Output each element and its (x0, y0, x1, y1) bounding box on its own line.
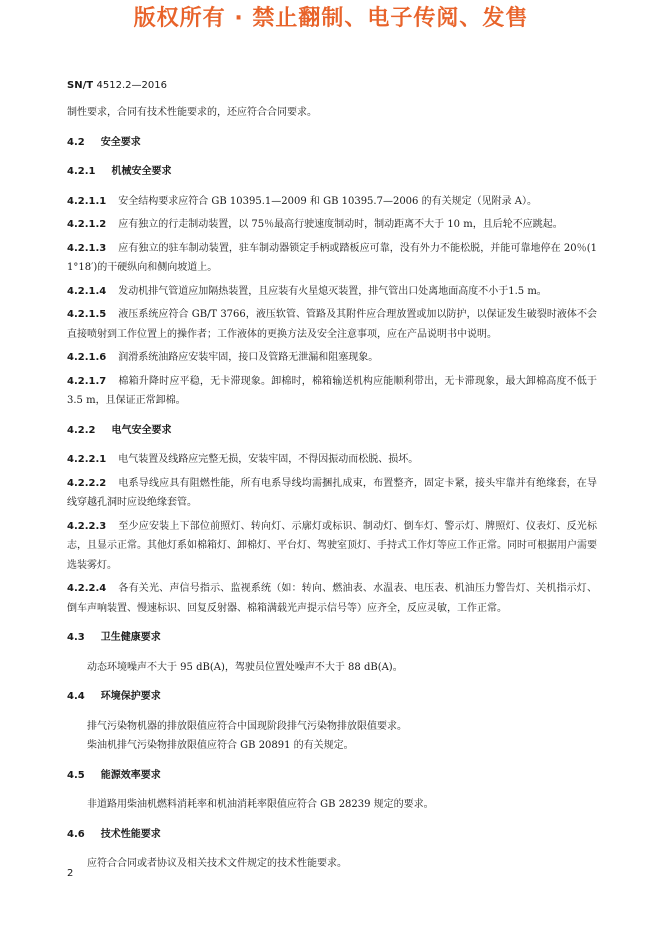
section-heading (67, 162, 597, 182)
clause-number: 4.2.1.3 (67, 242, 107, 254)
section-heading (67, 421, 597, 441)
section-title: 卫生健康要求 (100, 632, 161, 643)
paragraph: 排气污染物机器的排放限值应符合中国现阶段排气污染物排放限值要求。 (87, 720, 407, 732)
clause (67, 474, 597, 513)
section-heading (67, 766, 597, 786)
section-title: 环境保护要求 (100, 691, 161, 702)
section-number: 4.6 (67, 828, 85, 840)
clause-number: 4.2.1.2 (67, 219, 107, 230)
clause-text: 电系导线应具有阻燃性能，所有电系导线均需捆扎成束，布置整齐，固定卡紧，接头牢靠并有绝缘套，在导线穿越孔洞时应设绝缘套管。 (67, 477, 597, 508)
clause-number: 4.2.2.1 (67, 454, 107, 465)
section-number: 4.2 (67, 136, 85, 148)
section-number: 4.4 (67, 691, 85, 702)
watermark-banner: 版权所有 · 禁止翻制、电子传阅、发售 (133, 6, 529, 31)
document-body (67, 103, 597, 874)
paragraph: 应符合合同或者协议及相关技术文件规定的技术性能要求。 (87, 858, 347, 869)
section-heading (67, 825, 597, 845)
clause-number: 4.2.2.3 (67, 520, 107, 532)
clause-text: 各有关光、声信号指示、监视系统（如：转向、燃油表、水温表、电压表、机油压力警告灯、关机指示灯、倒车声响装置、慢速标识、回复反射器、棉箱满载光声提示信号等）应齐全，反应灵敏，工作正常。 (67, 583, 597, 614)
section-title: 安全要求 (100, 136, 141, 148)
clause-number: 4.2.2.4 (67, 583, 107, 594)
clause (67, 517, 597, 576)
clause (67, 579, 597, 618)
clause-text: 安全结构要求应符合 GB 10395.1—2009 和 GB 10395.7—2006 的有关规定（见附录 A）。 (118, 195, 537, 207)
section-number: 4.5 (67, 769, 85, 781)
clause-number: 4.2.1.5 (67, 309, 107, 320)
section-heading (67, 628, 597, 648)
clause (67, 215, 597, 235)
section-number: 4.2.1 (67, 166, 96, 177)
clause (67, 239, 597, 278)
section-heading (67, 133, 597, 153)
section-number: 4.3 (67, 632, 85, 643)
clause (67, 282, 597, 302)
clause-text: 至少应安装上下部位前照灯、转向灯、示廓灯或标识、制动灯、倒车灯、警示灯、牌照灯、仪表灯、反光标志，且显示正常。其他灯系如棉箱灯、卸棉灯、平台灯、驾驶室顶灯、手持式工作灯等应工作正常。同时可根据用户需要选装雾灯。 (67, 520, 597, 571)
paragraph: 制性要求，合同有技术性能要求的，还应符合合同要求。 (67, 107, 317, 118)
section-title: 技术性能要求 (100, 828, 161, 840)
paragraph: 动态环境噪声不大于 95 dB(A)，驾驶员位置处噪声不大于 88 dB(A)。 (87, 661, 403, 673)
clause-number: 4.2.2.2 (67, 477, 107, 489)
paragraph: 非道路用柴油机燃料消耗率和机油消耗率限值应符合 GB 28239 规定的要求。 (87, 799, 434, 810)
clause-text: 棉箱升降时应平稳，无卡滞现象。卸棉时，棉箱输送机构应能顺利带出，无卡滞现象，最大卸棉高度不低于 3.5 m，且保证正常卸棉。 (67, 375, 597, 406)
clause (67, 372, 597, 411)
section-heading (67, 687, 597, 707)
clause-number: 4.2.1.4 (67, 285, 107, 297)
paragraph: 柴油机排气污染物排放限值应符合 GB 20891 的有关规定。 (87, 740, 354, 751)
clause (67, 450, 597, 470)
section-title: 能源效率要求 (100, 769, 161, 781)
clause-text: 发动机排气管道应加隔热装置，且应装有火星熄灭装置，排气管出口处离地面高度不小于1.5 m。 (118, 285, 547, 297)
clause-text: 润滑系统油路应安装牢固，接口及管路无泄漏和阻塞现象。 (118, 352, 379, 363)
clause-text: 电气装置及线路应完整无损，安装牢固，不得因振动而松脱、损坏。 (118, 454, 419, 465)
standard-number (67, 80, 167, 91)
page-number: 2 (67, 868, 74, 879)
standard-year: 4512.2—2016 (96, 80, 167, 91)
section-number: 4.2.2 (67, 424, 96, 436)
clause-text: 应有独立的驻车制动装置，驻车制动器锁定手柄或踏板应可靠，没有外力不能松脱，并能可靠地停在 20％(11°18′)的干硬纵向和侧向坡道上。 (67, 242, 597, 273)
clause-text: 液压系统应符合 GB/T 3766，液压软管、管路及其附件应合理放置或加以防护，以保证发生破裂时液体不会直接喷射到工作位置上的操作者；工作液体的更换方法及安全注意事项，应在产品说明书中说明。 (67, 309, 597, 340)
clause (67, 192, 597, 212)
section-title: 机械安全要求 (111, 166, 172, 177)
clause-number: 4.2.1.6 (67, 352, 107, 363)
clause-number: 4.2.1.7 (67, 375, 107, 387)
clause (67, 305, 597, 344)
clause-text: 应有独立的行走制动装置，以 75％最高行驶速度制动时，制动距离不大于 10 m，且后轮不应跳起。 (118, 219, 563, 230)
standard-code: SN/T (67, 80, 94, 91)
section-title: 电气安全要求 (111, 424, 172, 436)
clause-number: 4.2.1.1 (67, 195, 107, 207)
clause (67, 348, 597, 368)
